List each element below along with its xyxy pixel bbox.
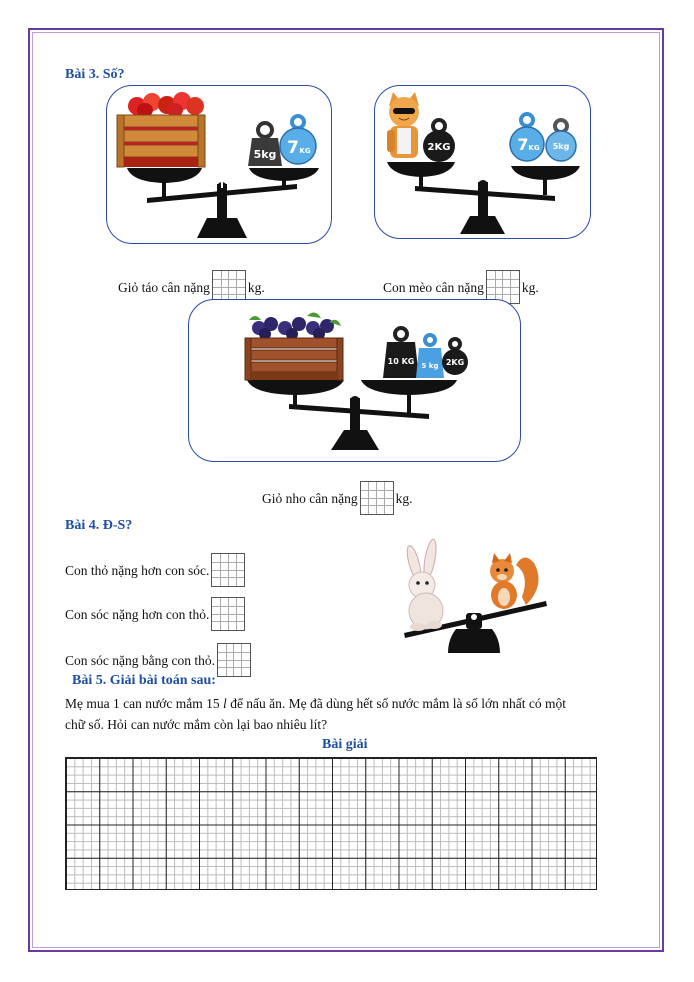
- statement-3-box[interactable]: [217, 643, 251, 677]
- weight-7kg-icon: [510, 114, 544, 161]
- rabbit-icon: [405, 538, 443, 631]
- svg-text:KG: KG: [528, 144, 540, 152]
- cat-icon: [387, 92, 419, 158]
- statement-3-text: Con sóc nặng bằng con thỏ.: [65, 653, 215, 668]
- problem-line-1-b: để nấu ăn. Mẹ đã dùng hết số nước mắm là số lớn nhất có một: [226, 696, 566, 711]
- weight-5kg-icon: [248, 123, 282, 166]
- problem-unit: l: [223, 696, 227, 711]
- bai4-heading: Bài 4. Đ-S?: [65, 518, 133, 533]
- statement-1: [65, 553, 247, 587]
- svg-text:7: 7: [517, 135, 529, 154]
- statement-1-box[interactable]: [211, 553, 245, 587]
- apple-caption-text: Giỏ táo cân nặng: [118, 280, 210, 295]
- svg-text:5 kg: 5 kg: [421, 362, 439, 370]
- svg-text:2KG: 2KG: [427, 142, 451, 153]
- statement-1-text: Con thỏ nặng hơn con sóc.: [65, 563, 210, 578]
- bai3-heading: Bài 3. Số?: [65, 67, 125, 82]
- solution-title: Bài giải: [322, 737, 368, 752]
- weight-5kg-icon: [546, 120, 576, 161]
- svg-text:10 KG: 10 KG: [387, 357, 415, 366]
- apple-scale-image: [107, 86, 331, 243]
- weight-2kg-icon: [442, 339, 468, 375]
- weight-10kg-icon: [383, 328, 419, 378]
- statement-2-box[interactable]: [211, 597, 245, 631]
- problem-line-2: chữ số. Hỏi can nước mắm còn lại bao nhiêu lít?: [65, 717, 328, 732]
- statement-2-text: Con sóc nặng hơn con thỏ.: [65, 607, 210, 622]
- solution-writing-grid[interactable]: [65, 757, 597, 890]
- svg-text:5kg: 5kg: [253, 148, 277, 161]
- weight-5kg-icon: [416, 335, 444, 378]
- bai5-heading: Bài 5. Giải bài toán sau:: [72, 673, 216, 688]
- grape-caption-text: Giỏ nho cân nặng: [262, 491, 358, 506]
- weight-7kg-icon: [280, 116, 316, 164]
- problem-line-1: [65, 696, 566, 712]
- squirrel-icon: [490, 553, 539, 609]
- cat-scale-panel: [374, 85, 591, 239]
- svg-text:7: 7: [287, 138, 299, 158]
- statement-2: [65, 597, 247, 631]
- svg-text:KG: KG: [299, 147, 311, 155]
- weight-2kg-icon: [423, 120, 455, 162]
- rabbit-squirrel-seesaw-image: [396, 535, 552, 657]
- cat-unit: kg.: [521, 280, 539, 295]
- grape-unit: kg.: [395, 491, 413, 506]
- apple-scale-panel: [106, 85, 332, 244]
- svg-text:5kg: 5kg: [552, 142, 570, 151]
- apple-crate-icon: [117, 92, 205, 167]
- problem-line-1-a: Mẹ mua 1 can nước mắm 15: [65, 696, 224, 711]
- grape-answer-box[interactable]: [360, 481, 394, 515]
- grape-crate-icon: [245, 312, 343, 380]
- statement-3: [65, 643, 253, 677]
- cat-caption-text: Con mèo cân nặng: [383, 280, 484, 295]
- grape-caption: [262, 481, 412, 515]
- svg-text:2KG: 2KG: [445, 358, 465, 367]
- cat-scale-image: [375, 86, 590, 238]
- grape-scale-image: [189, 300, 520, 461]
- apple-unit: kg.: [247, 280, 265, 295]
- grape-scale-panel: [188, 299, 521, 462]
